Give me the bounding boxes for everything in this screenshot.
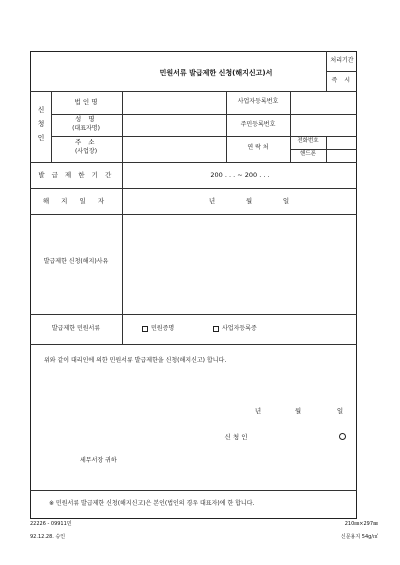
civil-cert-checkbox[interactable] <box>142 326 148 332</box>
address-sub-label: (사업장) <box>74 148 98 155</box>
addressee: 세무서장 귀하 <box>80 457 117 464</box>
address-label: 주 소 <box>74 138 98 146</box>
applicant-section-label: 인 <box>37 134 45 142</box>
processing-period-value: 즉 시 <box>331 77 353 84</box>
contact-row-divider <box>290 149 357 150</box>
cancel-date-label: 해 지 일 자 <box>42 197 110 205</box>
note-divider <box>30 490 357 491</box>
biz-reg-cert-option: 사업자등록증 <box>222 325 257 332</box>
civil-cert-option: 민원증명 <box>151 325 175 332</box>
label-column-divider <box>122 314 123 344</box>
applicant-section-label: 청 <box>37 120 45 128</box>
name-sub-label: (대표자명) <box>72 125 100 132</box>
row-divider <box>30 214 357 215</box>
applicant-mid-divider <box>226 91 227 162</box>
seal-mark-icon <box>339 433 346 440</box>
declaration-year: 년 <box>254 407 262 415</box>
biz-reg-cert-checkbox[interactable] <box>213 326 219 332</box>
form-title: 민원서류 발급제한 신청(해지신고)서 <box>159 69 273 77</box>
row-divider <box>30 314 357 315</box>
mobile-label: 핸드폰 <box>300 151 316 157</box>
corp-name-label: 법 인 명 <box>74 98 98 106</box>
form-code: 22226 - 09911민 <box>30 521 72 527</box>
cancel-date-year: 년 <box>208 197 216 205</box>
biz-reg-no-label: 사업자등록번호 <box>237 98 279 105</box>
row-divider <box>30 188 357 189</box>
declaration-text: 위와 같이 대리인에 의한 민원서류 발급제한을 신청(해지신고) 합니다. <box>44 357 227 364</box>
header-period-divider <box>326 71 357 72</box>
declaration-month: 월 <box>294 407 302 415</box>
cancel-date-day: 일 <box>282 197 290 205</box>
label-column-divider <box>122 162 123 314</box>
restriction-period-value: 200 . . . ~ 200 . . . <box>210 171 270 179</box>
restriction-period-label: 발 급 제 한 기 간 <box>38 171 114 179</box>
applicant-side-divider <box>51 91 52 162</box>
applicant-section-label: 신 <box>37 106 45 114</box>
approval-date: 92.12.28. 승인 <box>30 534 66 540</box>
name-label: 성 명 <box>74 115 98 123</box>
paper-spec: 신문용지 54g/㎡ <box>340 534 378 540</box>
paper-size: 210㎜×297㎜ <box>344 521 378 527</box>
applicant-signature-label: 신 청 인 <box>224 433 248 441</box>
applicant-label-divider <box>122 91 123 162</box>
row-divider <box>30 162 357 163</box>
declaration-day: 일 <box>336 407 344 415</box>
documents-label: 발급제한 민원서류 <box>51 325 101 332</box>
note-text: ※ 민원서류 발급제한 신청(해지신고)은 본인(법인의 경우 대표자)에 한 합니다. <box>49 500 255 507</box>
row-divider <box>51 136 357 137</box>
phone-label: 전화번호 <box>297 138 319 144</box>
processing-period-label: 처리기간 <box>330 57 354 64</box>
row-divider <box>30 344 357 345</box>
contact-label: 연 락 처 <box>247 144 269 151</box>
reason-label: 발급제한 신청(해지)사유 <box>43 258 109 265</box>
resident-no-label: 주민등록번호 <box>240 121 276 128</box>
cancel-date-month: 월 <box>245 197 253 205</box>
applicant-right-divider <box>290 91 291 162</box>
row-divider <box>30 91 357 92</box>
